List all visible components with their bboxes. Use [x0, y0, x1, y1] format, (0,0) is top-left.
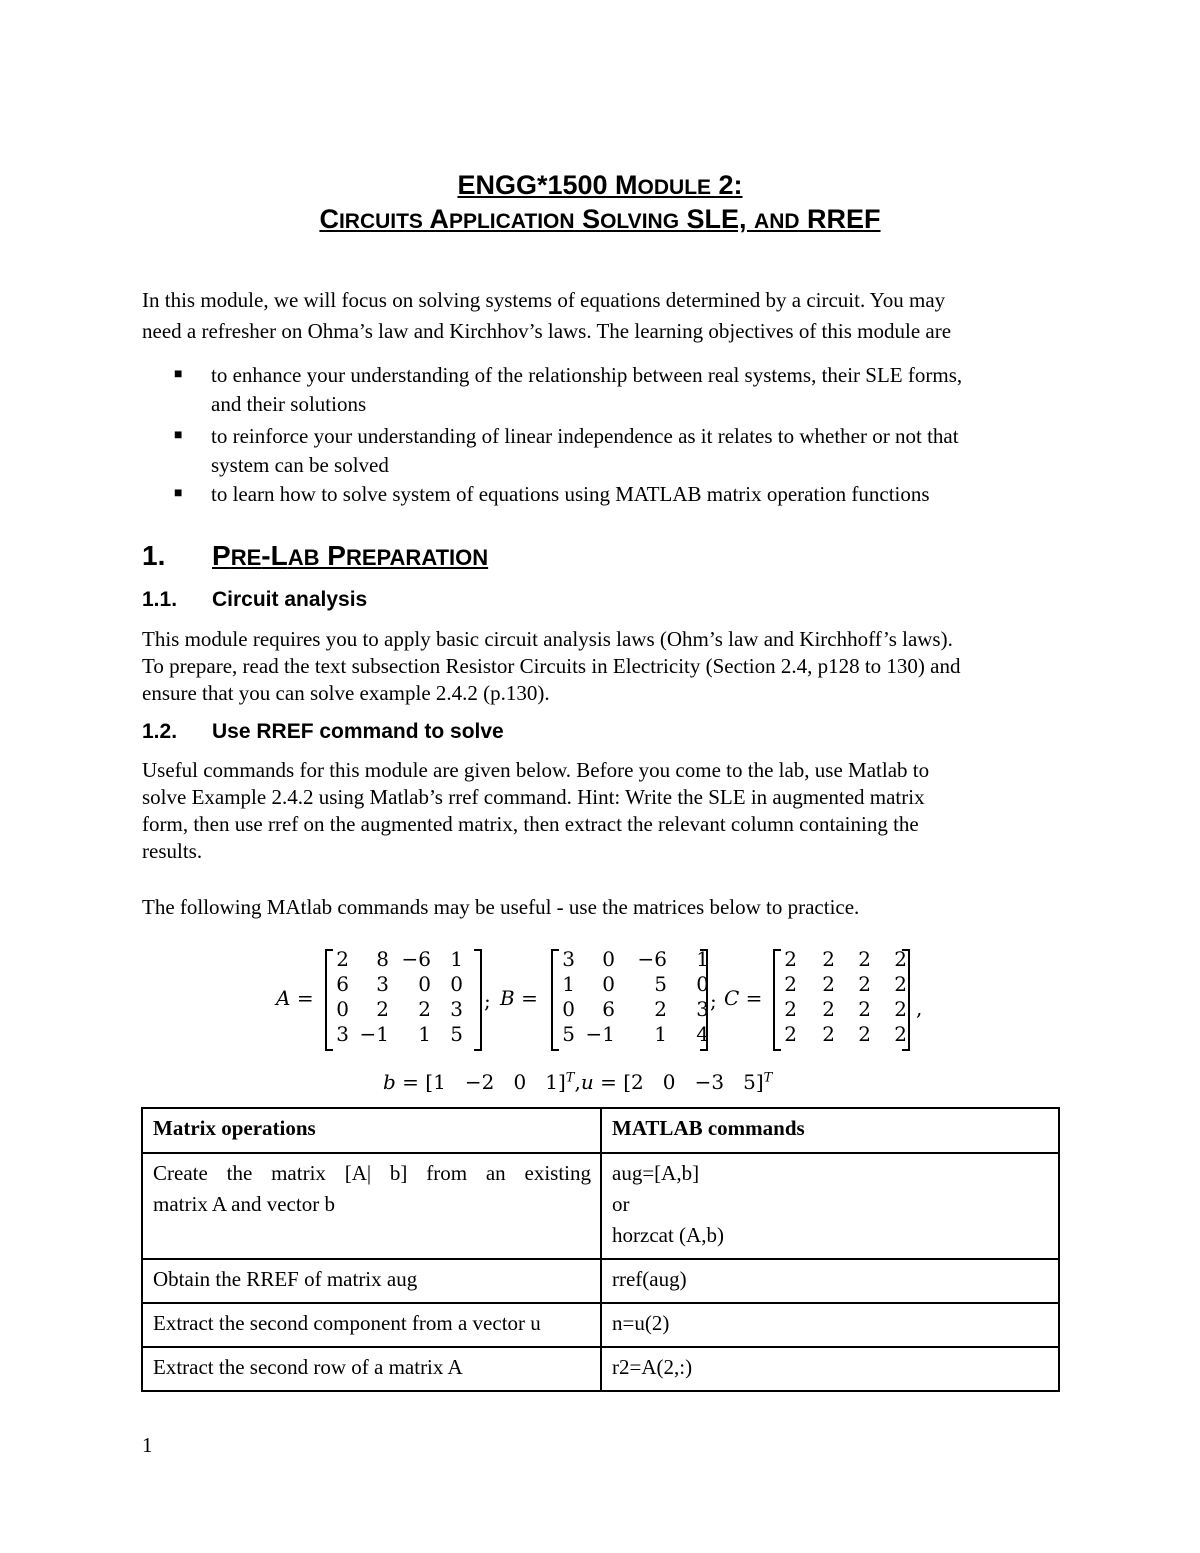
table-cell: n=u(2): [601, 1303, 1059, 1347]
objective-item: to learn how to solve system of equations using MATLAB matrix operation functions: [211, 482, 930, 506]
table-row: [142, 1259, 1059, 1303]
objective-item: to enhance your understanding of the relationship between real systems, their SLE forms, and their solutions: [211, 363, 963, 416]
matrix-a: 2 8 −6 1 6 3 0 0 0 2 2 3 3 −1 1 5: [336, 947, 463, 1046]
matrix-b: 3 0 −6 1 1 0 5 0 0 6 2 3 5 −1 1 4: [562, 947, 709, 1046]
table-cell: Extract the second component from a vector u: [142, 1303, 601, 1347]
intro-paragraph: In this module, we will focus on solving systems of equations determined by a circuit. You may need a refresher on Ohma’s law and Kirchhov’s laws. The learning objectives of this module are: [142, 288, 952, 343]
table-cell: Extract the second row of a matrix A: [142, 1347, 601, 1391]
matlab-commands-table: [141, 1107, 1060, 1392]
subsection-1-1-heading: 1.1. Circuit analysis: [142, 588, 368, 611]
matrix-b-label: B =: [500, 986, 538, 1010]
table-cell: r2=A(2,:): [601, 1347, 1059, 1391]
subsection-1-2-body: Useful commands for this module are given below. Before you come to the lab, use Matlab to solve Example 2.4.2 using Matlab’s rref command. Hint: Write the SLE in augmented matrix form, then use rref on the augmented matrix, then extract the relevant column containing the results.: [142, 758, 930, 863]
matrix-trailing-comma: ,: [916, 996, 923, 1020]
matrix-c-label: C =: [724, 986, 763, 1010]
section-1-heading: 1. PRE-LAB PREPARATION: [142, 540, 489, 571]
matrix-separator: ;: [484, 989, 491, 1013]
subsection-1-2-heading: 1.2. Use RREF command to solve: [142, 720, 504, 743]
table-header-cell: MATLAB commands: [601, 1108, 1059, 1153]
matrix-a-right-bracket: [474, 949, 482, 1051]
bullet-icon: ■: [174, 367, 183, 382]
matrix-c-right-bracket: [902, 949, 910, 1051]
matrix-b-right-bracket: [700, 949, 708, 1051]
table-cell: Create the matrix [A| b] from an existing matrix A and vector b: [142, 1153, 601, 1259]
bullet-icon: ■: [174, 428, 183, 443]
table-row: [142, 1153, 1059, 1259]
page-number: 1: [142, 1433, 153, 1457]
matrix-c: 2 2 2 2 2 2 2 2 2 2 2 2 2 2 2 2: [784, 947, 907, 1046]
vector-definitions: b = [1 −2 0 1]$^T$,u = [2 0 −3 5]$^T$: [383, 1070, 773, 1094]
matrix-a-label: A =: [276, 986, 314, 1010]
bullet-icon: ■: [174, 486, 183, 501]
table-row: [142, 1347, 1059, 1391]
table-header-row: [142, 1108, 1059, 1153]
matrix-separator: ;: [710, 989, 717, 1013]
table-cell: rref(aug): [601, 1259, 1059, 1303]
table-header-cell: Matrix operations: [142, 1108, 601, 1153]
objective-item: to reinforce your understanding of linear independence as it relates to whether or not that system can be solved: [211, 424, 959, 477]
document-title-line2: CIRCUITS APPLICATION SOLVING SLE, AND RREF: [319, 204, 881, 234]
table-cell: aug=[A,b] or horzcat (A,b): [601, 1153, 1059, 1259]
table-row: [142, 1303, 1059, 1347]
table-cell: Obtain the RREF of matrix aug: [142, 1259, 601, 1303]
document-title-line1: ENGG*1500 MODULE 2:: [457, 170, 743, 200]
subsection-1-1-body: This module requires you to apply basic circuit analysis laws (Ohm’s law and Kirchhoff’s laws). To prepare, read the text subsection Resistor Circuits in Electricity (Section 2.4, p128 to 130) and ensure that you can solve example 2.4.2 (p.130).: [142, 627, 961, 705]
matlab-intro-text: The following MAtlab commands may be useful - use the matrices below to practice.: [142, 895, 860, 919]
